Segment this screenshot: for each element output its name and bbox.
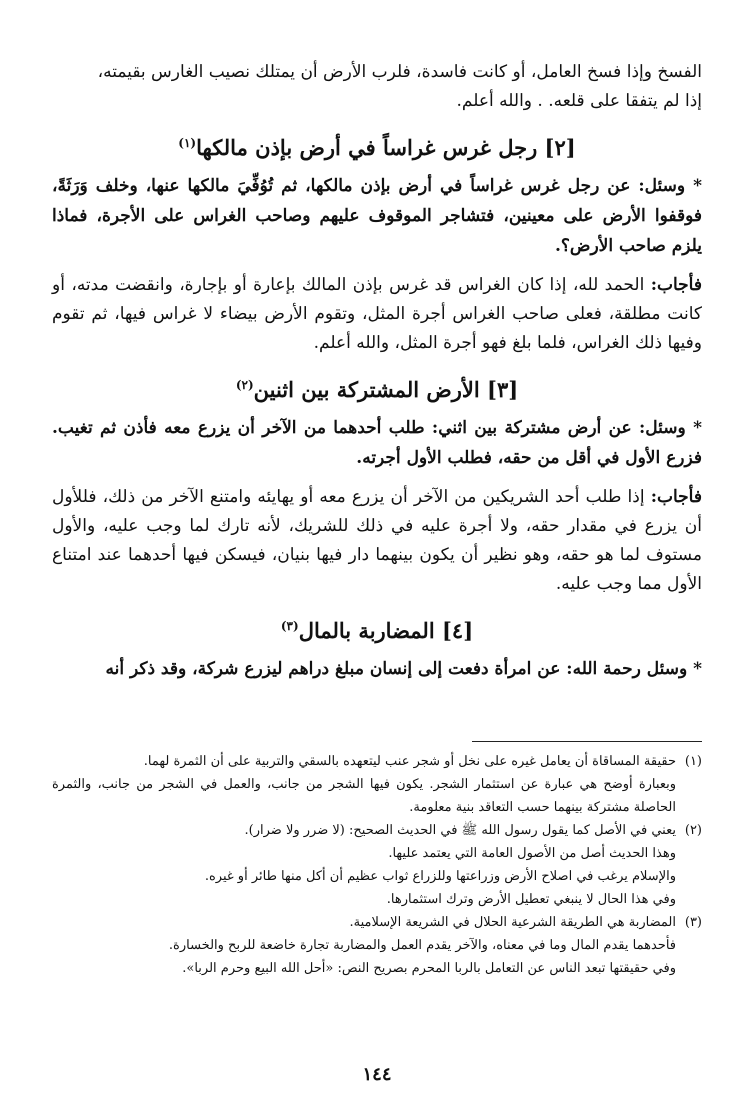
question-text: * وسئل رحمة الله: عن امرأة دفعت إلى إنسان مبلغ دراهم ليزرع شركة، وقد ذكر أنه [105, 659, 702, 679]
footnote-ref: (١) [178, 136, 197, 150]
answer-lead: فأجاب: [650, 275, 702, 295]
answer-body: الحمد لله، إذا كان الغراس قد غرس بإذن المالك بإعارة أو بإجارة، وانقضت مدته، أو كانت مطلقة، فعلى صاحب الغراس أجرة المثل، وتقوم الأرض بيضاء لا غراس فيها، ثم تقوم وفيها ذلك الغراس، فلما بلغ فهو أجرة المثل، والله أعلم. [52, 275, 702, 353]
question-text: * وسئل: عن رجل غرس غراساً في أرض بإذن مالكها، ثم تُوُفِّيَ مالكها عنها، وخلف وَرَثَةً، فوقفوا الأرض على معينين، فتشاجر الموقوف عليهم وصاحب الغراس على الأجرة، فماذا يلزم صاحب الأرض؟. [52, 176, 702, 256]
answer-lead: فأجاب: [650, 487, 702, 507]
section-4 [52, 609, 702, 684]
section-heading [52, 126, 702, 165]
footnote-number: (٢) [684, 823, 702, 838]
footnote-line: فأحدهما يقدم المال وما في معناه، والآخر يقدم العمل والمضاربة تجارة خاضعة للربح والخسارة. [168, 938, 676, 953]
footnote-line: وفي حقيقتها تبعد الناس عن التعامل بالربا المحرم بصريح النص: «أحل الله البيع وحرم الربا». [182, 961, 676, 976]
footnote-number: (٣) [684, 915, 702, 930]
section-heading [52, 609, 702, 648]
footnote-number: (١) [684, 754, 702, 769]
intro-line-2: إذا لم يتفقا على قلعه. . والله أعلم. [456, 91, 702, 111]
answer-text [52, 271, 702, 358]
section-heading [52, 368, 702, 407]
book-page [52, 58, 702, 1088]
section-title: [٢] رجل غرس غراساً في أرض بإذن مالكها [196, 135, 576, 160]
footnote-line: والإسلام يرغب في اصلاح الأرض وزراعتها وللزراع ثواب عظيم أن أكل منها طائر أو غيره. [204, 869, 676, 884]
footnote-ref: (٢) [235, 378, 254, 392]
footnote-line: وهذا الحديث أصل من الأصول العامة التي يعتمد عليها. [388, 846, 676, 861]
section-3 [52, 368, 702, 599]
footnote-line: وفي هذا الحال لا ينبغي تعطيل الأرض وترك استثمارها. [386, 892, 676, 907]
footnote-ref: (٣) [280, 619, 299, 633]
footnote-line: المضاربة هي الطريقة الشرعية الحلال في الشريعة الإسلامية. [349, 915, 676, 930]
answer-text [52, 483, 702, 599]
page-number: ١٤٤ [362, 1064, 392, 1085]
footnote-divider [472, 741, 702, 742]
section-2 [52, 126, 702, 358]
footnote-line: حقيقة المساقاة أن يعامل غيره على نخل أو شجر عنب ليتعهده بالسقي والتربية على أن الثمرة لهما. [143, 754, 676, 769]
footnote-1 [52, 750, 702, 773]
section-title: [٤] المضاربة بالمال [298, 618, 474, 643]
footnote-line: وبعبارة أوضح هي عبارة عن استثمار الشجر. يكون فيها الشجر من جانب، والعمل في الشجر من جانب، والثمرة الحاصلة مشتركة بينهما حسب التعاقد بنية معلومة. [52, 777, 676, 815]
answer-body: إذا طلب أحد الشريكين من الآخر أن يزرع معه أو يهايئه وامتنع الآخر من ذلك، فللأول أن يزرع في مقدار حقه، ولا أجرة عليه في ذلك للشريك، لأنه تارك لما وجب عليه، والأول مستوف لما هو حقه، وهو نظير أن يكون بينهما دار فيها بنيان، فيسكن فيها أحدهما عند امتناع الأول مما وجب عليه. [52, 487, 702, 594]
intro-line-1: الفسخ وإذا فسخ العامل، أو كانت فاسدة، فلرب الأرض أن يمتلك نصيب الغارس بقيمته، [97, 62, 702, 82]
footnote-3 [52, 911, 702, 934]
footnote-2 [52, 819, 702, 842]
question-text: * وسئل: عن أرض مشتركة بين اثني: طلب أحدهما من الآخر أن يزرع معه فأذن ثم تغيب. فزرع الأول في أقل من حقه، فطلب الأول أجرته. [52, 418, 702, 468]
footnotes [52, 741, 702, 980]
section-title: [٣] الأرض المشتركة بين اثنين [253, 377, 519, 402]
intro-text [52, 58, 702, 116]
footnote-line: يعني في الأصل كما يقول رسول الله ﷺ في الحديث الصحيح: (لا ضرر ولا ضرار). [244, 823, 676, 838]
